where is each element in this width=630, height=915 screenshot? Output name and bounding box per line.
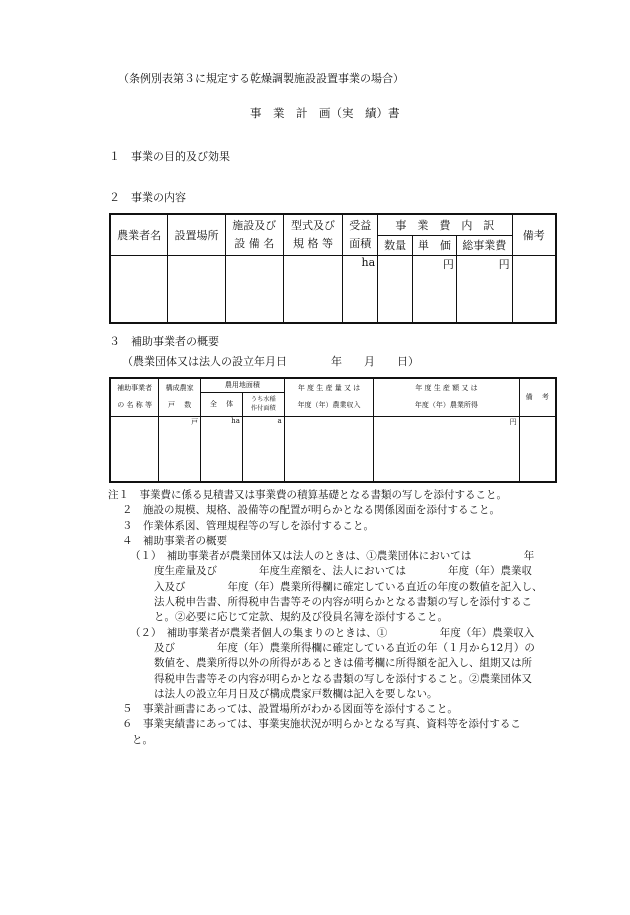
section2-heading: ２ 事業の内容 [109,191,186,204]
document-title: 事 業 計 画（実 績）書 [250,106,400,120]
cell-farmer [110,255,168,323]
note-5: ５ 事業計画書にあっては、設置場所がわかる図面等を添付すること。 [122,703,458,716]
notes-block [108,488,563,748]
col-benefit-area: 受益 面積 [343,214,378,255]
col-production-value: 年 度 生 産 額 又 は 年度（年）農業所得 [374,378,519,416]
col-households: 構成農家 戸 数 [159,378,201,416]
note-4-1-line-5: と。②必要に応じて定款、規約及び役員名簿を添付すること。 [154,611,448,624]
note-1: 注１ 事業費に係る見積書又は事業費の積算基礎となる書類の写しを添付すること。 [108,489,507,501]
col-facility: 施設及び 設 備 名 [225,214,283,255]
note-4-2-line-1: （２） 補助事業者が農業者個人の集まりのときは、① 年度（年）農業収入 [130,626,535,639]
note-3: ３ 作業体系図、管理規程等の写しを添付すること。 [122,519,374,532]
section3-subheading: （農業団体又は法人の設立年月日 年 月 日） [122,355,419,368]
section1-heading: １ 事業の目的及び効果 [109,150,230,163]
col-location: 設置場所 [168,214,226,255]
cell-remarks-2 [519,416,556,482]
cell-production [284,416,374,482]
note-4-1-line-1: （１） 補助事業者が農業団体又は法人のときは、①農業団体においては 年 [130,550,535,563]
note-4-1-line-3: 入及び 年度（年）農業所得欄に確定している直近の年度の数値を記入し、 [154,580,543,593]
cell-location [168,255,226,323]
note-4-2-line-3: 数値を、農業所得以外の所得があるときは備考欄に所得額を記入し、組期又は所 [154,657,532,670]
col-unit-price: 単 価 [413,235,457,255]
col-remarks-2: 備 考 [519,378,556,416]
note-4-2-line-2: 及び 年度（年）農業所得欄に確定している直近の年（１月から12月）の [154,641,535,654]
col-cost-breakdown: 事 業 費 内 訳 [378,214,512,235]
cell-total-unit: 円 [456,255,512,323]
cell-facility [225,255,283,323]
section3-heading: ３ 補助事業者の概要 [109,335,219,348]
col-paddy-area: うち水稲 作付面積 [242,392,284,416]
cell-households-unit: 戸 [159,416,201,482]
note-2: ２ 施設の規模、規格、設備等の配置が明らかとなる関係図面を添付すること。 [122,504,500,517]
project-content-table [109,213,557,324]
col-model: 型式及び 規 格 等 [283,214,343,255]
cell-production-value-unit: 円 [374,416,519,482]
col-farmer-name: 農業者名 [110,214,168,255]
cell-total-area-unit: ha [201,416,243,482]
note-4: ４ 補助事業者の概要 [122,534,227,547]
cell-model [283,255,343,323]
cell-unit-price-unit: 円 [413,255,457,323]
cell-paddy-area-unit: a [242,416,284,482]
cell-quantity [378,255,413,323]
note-6-line-2: と。 [132,733,153,746]
cell-remarks [512,255,556,323]
note-4-2-line-5: は法人の設立年月日及び構成農家戸数欄は記入を要しない。 [154,687,438,700]
cell-area-unit: ha [343,255,378,323]
col-farmland-area: 農用地面積 [201,378,285,392]
document-subtitle: （条例別表第３に規定する乾燥調製施設設置事業の場合） [118,72,404,85]
note-6-line-1: ６ 事業実績書にあっては、事業実施状況が明らかとなる写真、資料等を添付するこ [122,718,521,731]
note-4-1-line-4: 法人税申告書、所得税申告書等その内容が明らかとなる書類の写しを添付するこ [154,596,532,609]
col-operator-name: 補助事業者 の 名 称 等 [110,378,159,416]
operator-overview-table [109,377,557,483]
note-4-2-line-4: 得税申告書等その内容が明らかとなる書類の写しを添付すること。②農業団体又 [154,672,532,685]
col-production: 年 度 生 産 量 又 は 年度（年）農業収入 [284,378,374,416]
col-total-cost: 総事業費 [456,235,512,255]
note-4-1-line-2: 度生産量及び 年度生産額を、法人においては 年度（年）農業収 [154,565,532,578]
col-remarks: 備考 [512,214,556,255]
cell-operator-name [110,416,159,482]
col-quantity: 数量 [378,235,413,255]
col-total-area: 全 体 [201,392,243,416]
